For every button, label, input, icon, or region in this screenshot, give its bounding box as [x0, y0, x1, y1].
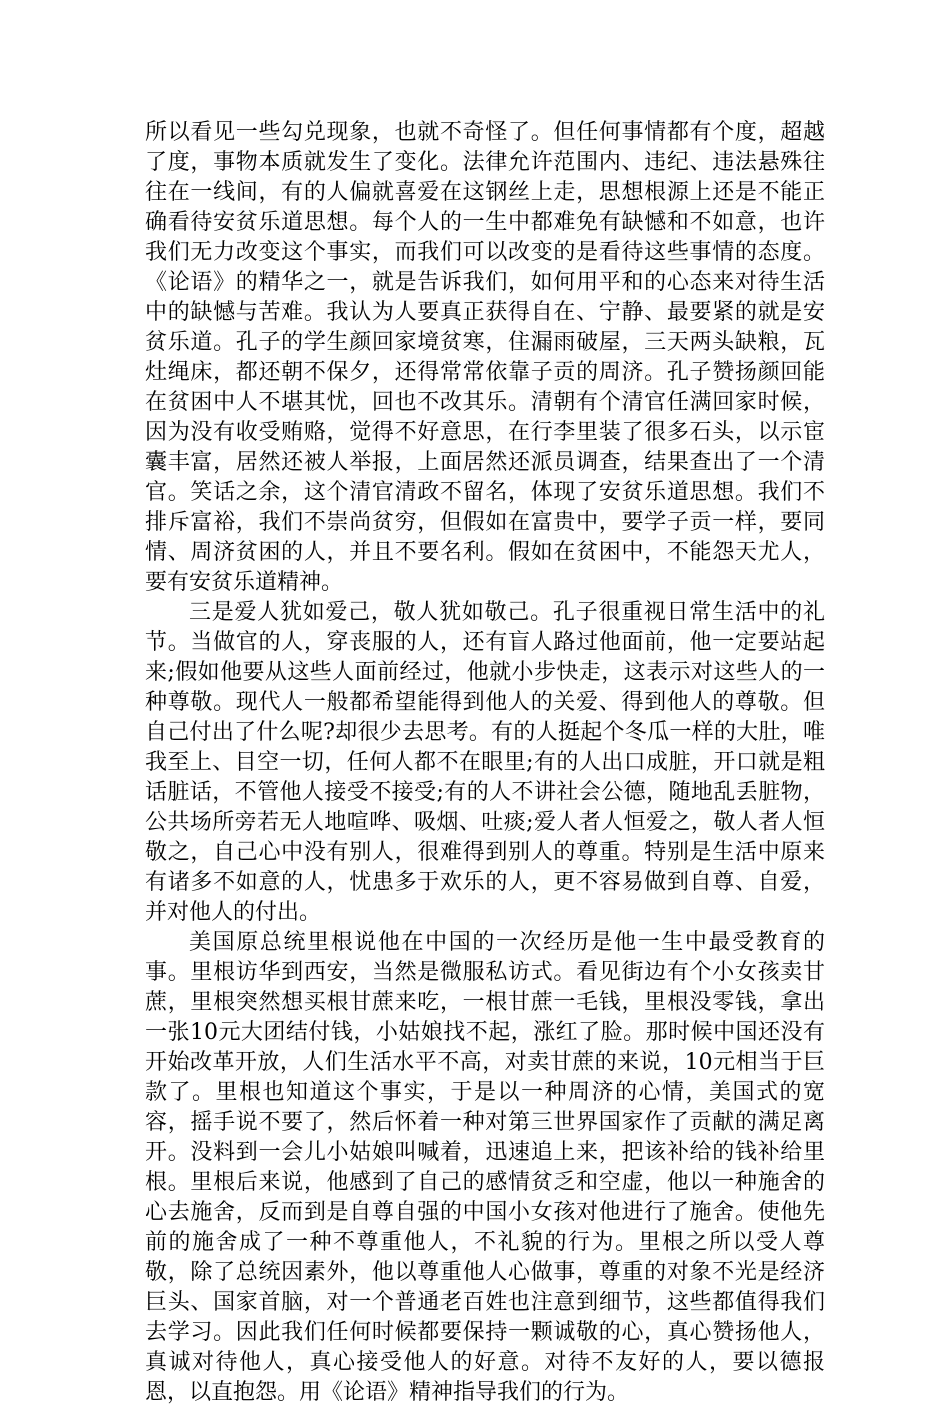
paragraph-continued: 所以看见一些勾兑现象，也就不奇怪了。但任何事情都有个度，超越了度，事物本质就发生了变化。法律允许范围内、违纪、违法悬殊往往在一线间，有的人偏就喜爱在这钢丝上走，思想根源上还是不能正确看待安贫乐道思想。每个人的一生中都难免有缺憾和不如意，也许我们无力改变这个事实，而我们可以改变的是看待这些事情的态度。《论语》的精华之一，就是告诉我们，如何用平和的心态来对待生活中的缺憾与苦难。我认为人要真正获得自在、宁静、最要紧的就是安贫乐道。孔子的学生颜回家境贫寒，住漏雨破屋，三天两头缺粮，瓦灶绳床，都还朝不保夕，还得常常依靠子贡的周济。孔子赞扬颜回能在贫困中人不堪其忧，回也不改其乐。清朝有个清官任满回家时候，因为没有收受贿赂，觉得不好意思，在行李里装了很多石头，以示宦囊丰富，居然还被人举报，上面居然还派员调查，结果查出了一个清官。笑话之余，这个清官清政不留名，体现了安贫乐道思想。我们不排斥富裕，我们不崇尚贫穷，但假如在富贵中，要学子贡一样，要同情、周济贫困的人，并且不要名利。假如在贫困中，不能怨天尤人，要有安贫乐道精神。	[145, 120, 825, 595]
document-body	[145, 118, 825, 1408]
paragraph-respect: 三是爱人犹如爱己，敬人犹如敬己。孔子很重视日常生活中的礼节。当做官的人，穿丧服的人，还有盲人路过他面前，他一定要站起来;假如他要从这些人面前经过，他就小步快走，这表示对这些人的一种尊敬。现代人一般都希望能得到他人的关爱、得到他人的尊敬。但自己付出了什么呢?却很少去思考。有的人挺起个冬瓜一样的大肚，唯我至上、目空一切，任何人都不在眼里;有的人出口成脏，开口就是粗话脏话，不管他人接受不接受;有的人不讲社会公德，随地乱丢脏物，公共场所旁若无人地喧哗、吸烟、吐痰;爱人者人恒爱之，敬人者人恒敬之，自己心中没有别人，很难得到别人的尊重。特别是生活中原来有诸多不如意的人，忧患多于欢乐的人，更不容易做到自尊、自爱，并对他人的付出。	[145, 600, 825, 925]
paragraph-reagan-story: 美国原总统里根说他在中国的一次经历是他一生中最受教育的事。里根访华到西安，当然是微服私访式。看见街边有个小女孩卖甘蔗，里根突然想买根甘蔗来吃，一根甘蔗一毛钱，里根没零钱，拿出一张10元大团结付钱，小姑娘找不起，涨红了脸。那时候中国还没有开始改革开放，人们生活水平不高，对卖甘蔗的来说，10元相当于巨款了。里根也知道这个事实，于是以一种周济的心情，美国式的宽容，摇手说不要了，然后怀着一种对第三世界国家作了贡献的满足离开。没料到一会儿小姑娘叫喊着，迅速追上来，把该补给的钱补给里根。里根后来说，他感到了自己的感情贫乏和空虚，他以一种施舍的心去施舍，反而到是自尊自强的中国小女孩对他进行了施舍。使他先前的施舍成了一种不尊重他人，不礼貌的行为。里根之所以受人尊敬，除了总统因素外，他以尊重他人心做事，尊重的对象不光是经济巨头、国家首脑，对一个普通老百姓也注意到细节，这些都值得我们去学习。因此我们任何时候都要保持一颗诚敬的心，真心赞扬他人，真诚对待他人，真心接受他人的好意。对待不友好的人，要以德报恩，以直抱怨。用《论语》精神指导我们的行为。	[145, 930, 825, 1405]
